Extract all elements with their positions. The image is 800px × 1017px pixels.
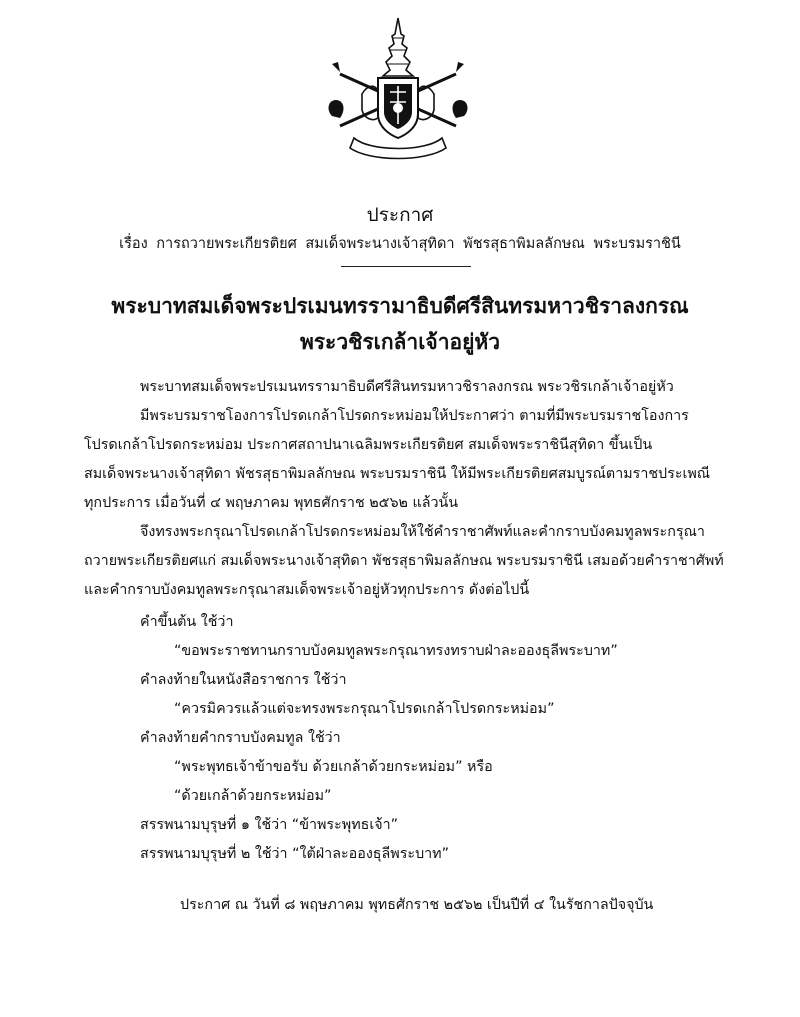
body-line: สมเด็จพระนางเจ้าสุทิดา พัชรสุธาพิมลลักษณ พระบรมราชินี ให้มีพระเกียรติยศสมบูรณ์ตามราชประเพณี xyxy=(84,466,711,482)
usage-line: คำลงท้ายในหนังสือราชการ ใช้ว่า xyxy=(140,672,347,688)
body-line: โปรดเกล้าโปรดกระหม่อม ประกาศสถาปนาเฉลิมพระเกียรติยศ สมเด็จพระราชินีสุทิดา ขึ้นเป็น xyxy=(84,437,653,453)
usage-line: “ขอพระราชทานกราบบังคมทูลพระกรุณาทรงทราบฝ่าละอองธุลีพระบาท” xyxy=(174,643,618,659)
king-name-line-2: พระวชิรเกล้าเจ้าอยู่หัว xyxy=(299,330,501,354)
usage-line: คำลงท้ายคำกราบบังคมทูล ใช้ว่า xyxy=(140,730,341,746)
usage-line: “ด้วยเกล้าด้วยกระหม่อม” xyxy=(174,788,332,804)
usage-line: “พระพุทธเจ้าข้าขอรับ ด้วยเกล้าด้วยกระหม่อม” หรือ xyxy=(174,759,493,775)
title-divider xyxy=(341,266,471,267)
king-name-line-1: พระบาทสมเด็จพระปรเมนทรรามาธิบดีศรีสินทรมหาวชิราลงกรณ xyxy=(111,294,689,318)
announcement-subject: เรื่อง การถวายพระเกียรติยศ สมเด็จพระนางเจ้าสุทิดา พัชรสุธาพิมลลักษณ พระบรมราชินี xyxy=(119,236,681,252)
usage-line: สรรพนามบุรุษที่ ๑ ใช้ว่า “ข้าพระพุทธเจ้า” xyxy=(140,817,399,833)
usage-line: สรรพนามบุรุษที่ ๒ ใช้ว่า “ใต้ฝ่าละอองธุลีพระบาท” xyxy=(140,846,450,862)
body-line: มีพระบรมราชโองการโปรดเกล้าโปรดกระหม่อมให้ประกาศว่า ตามที่มีพระบรมราชโองการ xyxy=(140,408,689,424)
body-line: จึงทรงพระกรุณาโปรดเกล้าโปรดกระหม่อมให้ใช้คำราชาศัพท์และคำกราบบังคมทูลพระกรุณา xyxy=(140,524,705,540)
body-line: และคำกราบบังคมทูลพระกรุณาสมเด็จพระเจ้าอยู่หัวทุกประการ ดังต่อไปนี้ xyxy=(84,582,530,598)
closing-line: ประกาศ ณ วันที่ ๘ พฤษภาคม พุทธศักราช ๒๕๖๒ เป็นปีที่ ๔ ในรัชกาลปัจจุบัน xyxy=(180,897,654,913)
usage-line: คำขึ้นต้น ใช้ว่า xyxy=(140,614,234,630)
body-line: ทุกประการ เมื่อวันที่ ๔ พฤษภาคม พุทธศักราช ๒๕๖๒ แล้วนั้น xyxy=(84,495,459,511)
body-line: พระบาทสมเด็จพระปรเมนทรรามาธิบดีศรีสินทรมหาวชิราลงกรณ พระวชิรเกล้าเจ้าอยู่หัว xyxy=(140,379,674,395)
announcement-title: ประกาศ xyxy=(366,204,434,226)
royal-cypher-icon xyxy=(318,14,478,164)
body-line: ถวายพระเกียรติยศแก่ สมเด็จพระนางเจ้าสุทิดา พัชรสุธาพิมลลักษณ พระบรมราชินี เสมอด้วยคำราชาศัพท์ xyxy=(84,553,724,569)
usage-line: “ควรมิควรแล้วแต่จะทรงพระกรุณาโปรดเกล้าโปรดกระหม่อม” xyxy=(174,701,555,717)
